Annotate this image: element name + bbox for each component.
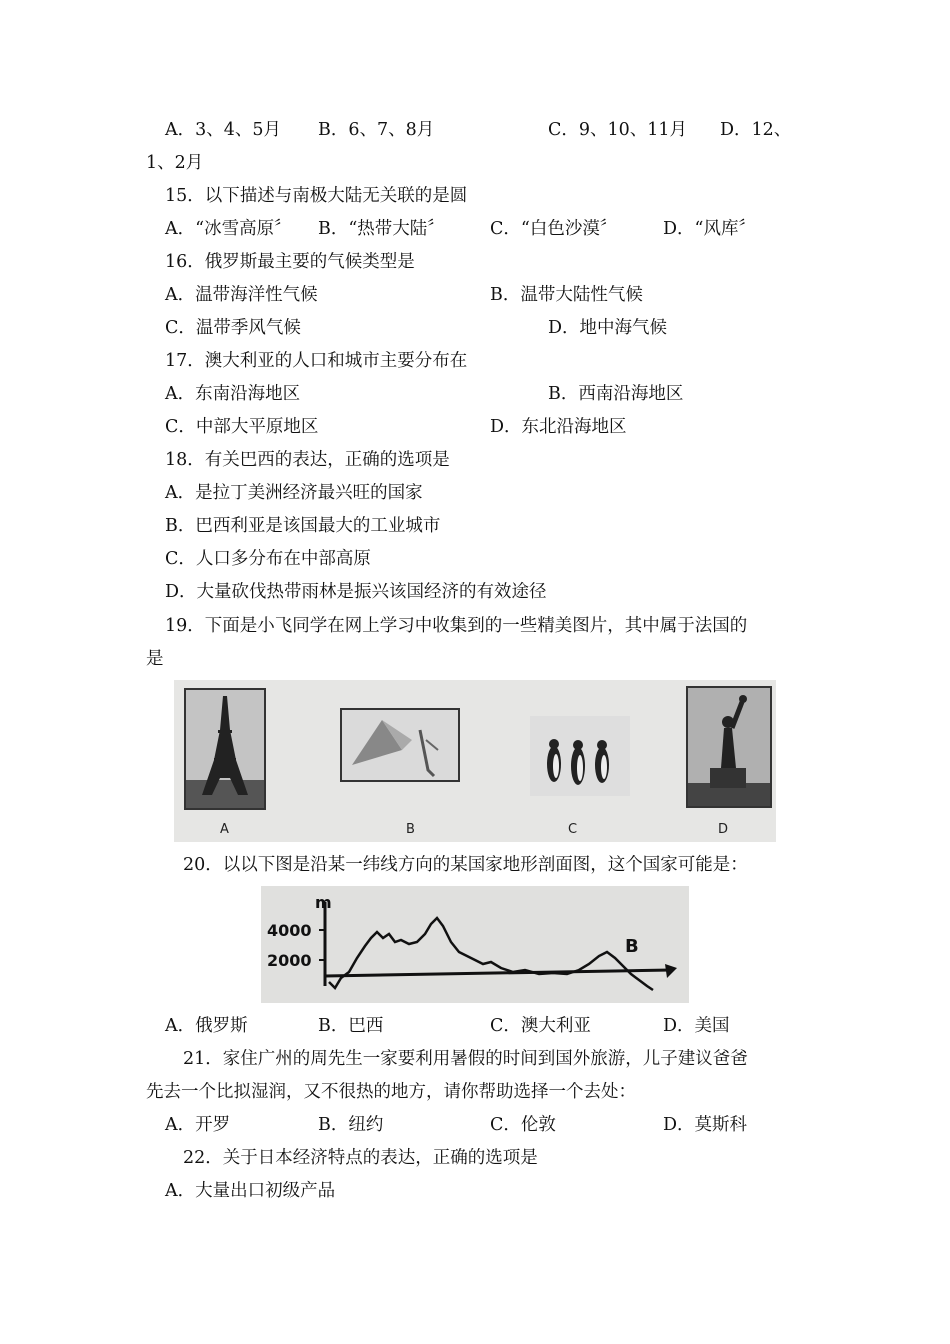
q17-option-d: D．东北沿海地区 [490, 417, 627, 437]
q18-option-a: A．是拉丁美洲经济最兴旺的国家 [165, 483, 423, 503]
q20-option-b: B．巴西 [318, 1016, 384, 1036]
q14-option-b: B．6、7、8月 [318, 120, 435, 140]
q17-option-b: B．西南沿海地区 [548, 384, 684, 404]
q19-caption-b: B [406, 822, 415, 837]
penguins-photo [530, 716, 630, 796]
profile-unit-label: m [315, 893, 332, 912]
q21-stem: 21．家住广州的周先生一家要利用暑假的时间到国外旅游，儿子建议爸爸 [183, 1049, 748, 1069]
q16-option-d: D．地中海气候 [548, 318, 668, 338]
q19-caption-d: D [718, 822, 729, 837]
pyramid-icon [342, 710, 458, 780]
profile-tick-2000: 2000 [267, 951, 312, 970]
terrain-profile-chart [261, 886, 689, 1003]
eiffel-tower-photo [184, 688, 266, 810]
profile-sea-level-line [325, 970, 671, 976]
q21-option-a: A．开罗 [165, 1115, 231, 1135]
q20-stem: 20．以以下图是沿某一纬线方向的某国家地形剖面图，这个国家可能是： [183, 855, 748, 875]
q15-option-c: C．“白色沙漠〞 [490, 219, 618, 239]
q16-option-c: C．温带季风气候 [165, 318, 301, 338]
profile-marker-b: B [625, 936, 639, 957]
q22-option-a: A．大量出口初级产品 [165, 1181, 336, 1201]
q16-stem: 16．俄罗斯最主要的气候类型是 [165, 252, 415, 272]
q16-option-a: A．温带海洋性气候 [165, 285, 318, 305]
q14-option-c: C．9、10、11月 [548, 120, 688, 140]
statue-of-liberty-icon [688, 688, 770, 806]
terrain-profile-line [329, 918, 653, 990]
q21-option-c: C．伦敦 [490, 1115, 556, 1135]
q20-option-d: D．美国 [663, 1016, 730, 1036]
q19-caption-a: A [220, 822, 229, 837]
q20-option-a: A．俄罗斯 [165, 1016, 248, 1036]
q21-option-b: B．纽约 [318, 1115, 384, 1135]
pyramid-photo [340, 708, 460, 782]
q18-option-b: B．巴西利亚是该国最大的工业城市 [165, 516, 441, 536]
q17-stem: 17．澳大利亚的人口和城市主要分布在 [165, 351, 468, 371]
q15-option-a: A．“冰雪高原〞 [165, 219, 292, 239]
q17-option-c: C．中部大平原地区 [165, 417, 319, 437]
q20-option-c: C．澳大利亚 [490, 1016, 591, 1036]
q14-option-d: D．12、 [720, 120, 792, 140]
q18-option-c: C．人口多分布在中部高原 [165, 549, 371, 569]
q19-caption-c: C [568, 822, 578, 837]
terrain-profile-figure [261, 886, 689, 1003]
eiffel-tower-icon [186, 690, 264, 808]
q18-stem: 18．有关巴西的表达，正确的选项是 [165, 450, 450, 470]
q15-stem: 15．以下描述与南极大陆无关联的是圆 [165, 186, 468, 206]
profile-axis-arrow [665, 964, 677, 978]
q18-option-d: D．大量砍伐热带雨林是振兴该国经济的有效途径 [165, 582, 547, 602]
q19-stem-continuation: 是 [146, 649, 164, 669]
profile-tick-4000: 4000 [267, 921, 312, 940]
q16-option-b: B．温带大陆性气候 [490, 285, 643, 305]
statue-of-liberty-photo [686, 686, 772, 808]
q21-stem-continuation: 先去一个比拟湿润，又不很热的地方，请你帮助选择一个去处： [146, 1082, 636, 1102]
q15-option-d: D．“风库〞 [663, 219, 756, 239]
q21-option-d: D．莫斯科 [663, 1115, 748, 1135]
q19-photo-strip [174, 680, 776, 842]
q17-option-a: A．东南沿海地区 [165, 384, 301, 404]
q14-option-a: A．3、4、5月 [165, 120, 282, 140]
q14-option-d-continuation: 1、2月 [146, 153, 204, 173]
penguin-icon [530, 716, 630, 796]
q15-option-b: B．“热带大陆〞 [318, 219, 445, 239]
q19-stem: 19．下面是小飞同学在网上学习中收集到的一些精美图片，其中属于法国的 [165, 616, 748, 636]
q22-stem: 22．关于日本经济特点的表达，正确的选项是 [183, 1148, 538, 1168]
